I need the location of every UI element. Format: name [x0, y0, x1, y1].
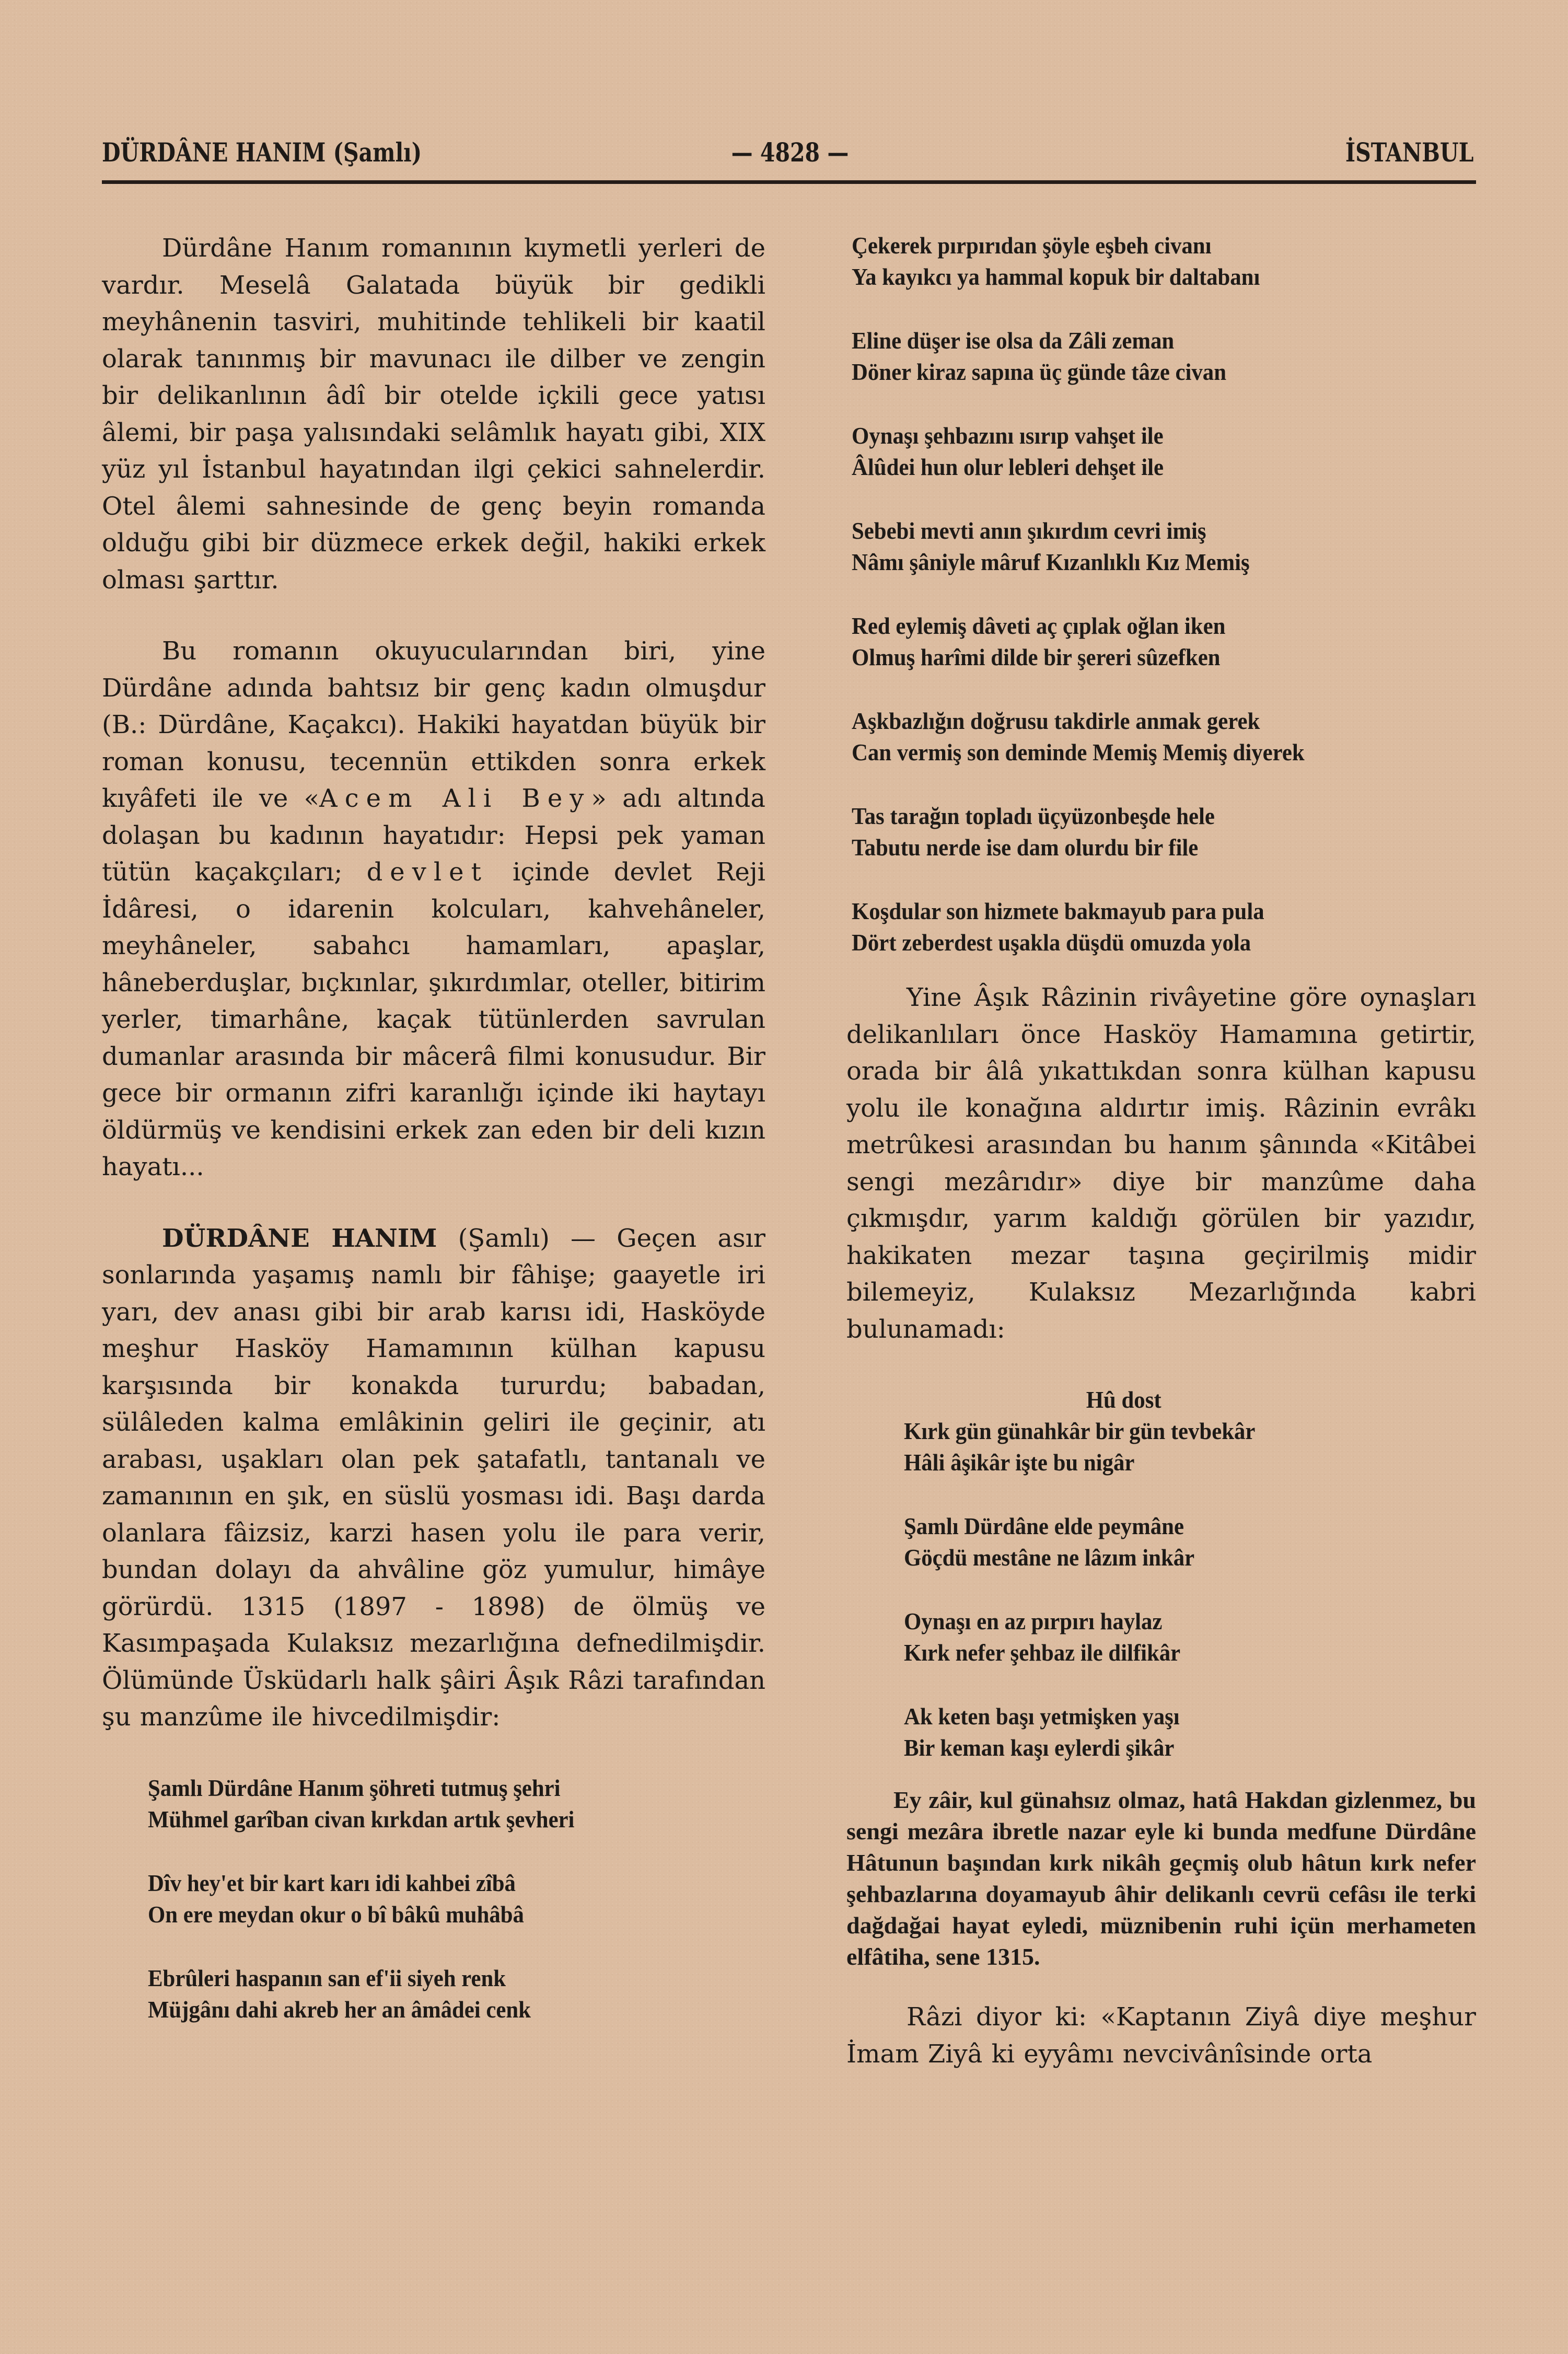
stanza: Tas tarağın topladı üçyüzonbeşde hele Tabutu nerde ise dam olurdu bir file: [852, 803, 1215, 861]
stanza: Dîv hey'et bir kart karı idi kahbei zîbâ On ere meydan okur o bî bâkû muhâbâ: [148, 1869, 524, 1928]
poem-razi-part1: [148, 1772, 722, 2025]
paragraph-razi-narrative: Yine Âşık Râzinin rivâyetine göre oynaşları delikanlıları önce Hasköy Hamamına getirtir, orada bir âlâ yıkattıkdan sonra külhan kapusu yolu ile konağına aldırtır imiş. Râzinin evrâkı metrûkesi arasından bu hanım şânında «Kitâbei sengi mezârıdır» diye bir manzûme daha çıkmışdır, yarım kaldığı görülen bir yazıdır, hakikaten mezar taşına geçirilmiş midir bilemeyiz, Kulaksız Mezarlığında kabri bulunamadı:: [846, 983, 1476, 1344]
running-header: [102, 137, 1473, 179]
stanza: Red eylemiş dâveti aç çıplak oğlan iken Olmuş harîmi dilde bir şereri sûzefken: [852, 612, 1226, 670]
emphasis-devlet: devlet: [366, 857, 489, 887]
entry-durdane-hanim-samli: DÜRDÂNE HANIM (Şamlı) — Geçen asır sonlarında yaşamış namlı bir fâhişe; gaayetle iri yarı, dev anası gibi bir arab karısı idi, Hasköyde meşhur Hasköy Hamamının külhan kapusu karşısında bir konakda tururdu; babadan, sülâleden kalma emlâkinin geliri ile geçinir, atı arabası, uşakları olan pek şatafatlı, tantanalı ve zamanının en şık, en süslü yosması idi. Başı darda olanlara fâizsiz, karzi hasen yolu ile para verir, bundan dolayı da ahvâline göz yumulur, himâye görürdü. 1315 (1897 - 1898) de ölmüş ve Kasımpaşada Kulaksız mezarlığına defnedilmişdir. Ölümünde Üsküdarlı halk şâiri Âşık Râzi tarafından şu manzûme ile hivcedilmişdir:: [102, 1223, 765, 1732]
header-volume-title: İSTANBUL: [1345, 137, 1473, 168]
paragraph-novel-scenes: Dürdâne Hanım romanının kıymetli yerleri de vardır. Meselâ Galatada büyük bir gedikli meyhânenin tasviri, muhitinde tehlikeli bir kaatil olarak tanınmış bir mavunacı ile dilber ve zengin bir delikanlının âdî bir otelde içkili gece yatısı âlemi, bir paşa yalısındaki selâmlık hayatı gibi, XIX yüz yıl İstanbul hayatından ilgi çekici sahnelerdir. Otel âlemi sahnesinde de genç beyin romanda olduğu gibi bir düzmece erkek değil, hakiki erkek olması şarttır.: [102, 234, 765, 595]
stanza: Ebrûleri haspanın san ef'ii siyeh renk Müjgânı dahi akreb her an âmâdei cenk: [148, 1964, 531, 2023]
stanza: Çekerek pırpırıdan şöyle eşbeh civanı Ya kayıkcı ya hammal kopuk bir daltabanı: [852, 232, 1260, 290]
poem-razi-part2: [852, 230, 1432, 958]
header-rule: [102, 180, 1476, 184]
epitaph-prose: Ey zâir, kul günahsız olmaz, hatâ Hakdan gizlenmez, bu sengi mezâra ibretle nazar eyle ki bunda medfune Dürdâne Hâtunun başından kırk nikâh geçmiş olub hâtun kırk nefer şehbazlarına doyamayub âhir delikanlı cevrü cefâsı ile terki dağdağai hayat eyledi, müznibenin ruhi içün merhameten elfâtiha, sene 1315.: [846, 1787, 1476, 1970]
entry-qualifier: (Şamlı) —: [458, 1223, 596, 1253]
entry-headword: DÜRDÂNE HANIM: [162, 1223, 437, 1253]
left-column: [102, 230, 765, 2058]
stanza: Aşkbazlığın doğrusu takdirle anmak gerek Can vermiş son deminde Memiş Memiş diyerek: [852, 708, 1305, 766]
stanza: Koşdular son hizmete bakmayub para pula Dört zeberdest uşakla düşdü omuzda yola: [852, 898, 1264, 956]
page-number: — 4828 —: [731, 137, 849, 168]
stanza: Kırk gün günahkâr bir gün tevbekâr Hâli âşikâr işte bu nigâr: [904, 1418, 1256, 1476]
poem-epitaph: [904, 1384, 1436, 1764]
header-entry-title: DÜRDÂNE HANIM (Şamlı): [102, 137, 422, 168]
stanza: Şamlı Dürdâne Hanım şöhreti tutmuş şehri Mühmel garîban civan kırkdan artık şevheri: [148, 1774, 575, 1833]
stanza: Sebebi mevti anın şıkırdım cevri imiş Nâmı şâniyle mâruf Kızanlıklı Kız Memiş: [852, 517, 1250, 575]
stanza: Ak keten başı yetmişken yaşı Bir keman kaşı eylerdi şikâr: [904, 1703, 1180, 1761]
epitaph-title: Hû dost: [1086, 1386, 1162, 1413]
alias-acem-ali-bey: Acem Ali Bey: [319, 784, 591, 813]
stanza: Oynaşı şehbazını ısırıp vahşet ile Âlûdei hun olur lebleri dehşet ile: [852, 422, 1164, 480]
stanza: Şamlı Dürdâne elde peymâne Göçdü mestâne ne lâzım inkâr: [904, 1513, 1195, 1571]
paragraph-razi-quote: Râzi diyor ki: «Kaptanın Ziyâ diye meşhur İmam Ziyâ ki eyyâmı nevcivânîsinde orta: [846, 2002, 1476, 2069]
paragraph-reader-durdane: Bu romanın okuyucularından biri, yine Dürdâne adında bahtsız bir genç kadın olmuşdur (B.: Dürdâne, Kaçakcı). Hakiki hayatdan büyük bir roman konusu, tecennün ettikden sonra erkek kıyâfeti ile ve «Acem Ali Bey» adı altında dolaşan bu kadının hayatıdır: Hepsi pek yaman tütün kaçakçıları; devlet içinde devlet Reji İdâresi, o idarenin kolcuları, kahvehâneler, meyhâneler, sabahcı hamamları, apaşlar, hâneberduşlar, bıçkınlar, şıkırdımlar, oteller, bitirim yerler, timarhâne, kaçak tütünlerden savrulan dumanlar arasında bir mâcerâ filmi konusudur. Bir gece bir ormanın zifri karanlığı içinde iki haytayı öldürmüş ve kendisini erkek zan eden bir deli kızın hayatı...: [102, 636, 766, 1181]
stanza: Oynaşı en az pırpırı haylaz Kırk nefer şehbaz ile dilfikâr: [904, 1608, 1181, 1666]
stanza: Eline düşer ise olsa da Zâli zeman Döner kiraz sapına üç günde tâze civan: [852, 327, 1226, 385]
right-column: [846, 230, 1476, 2072]
